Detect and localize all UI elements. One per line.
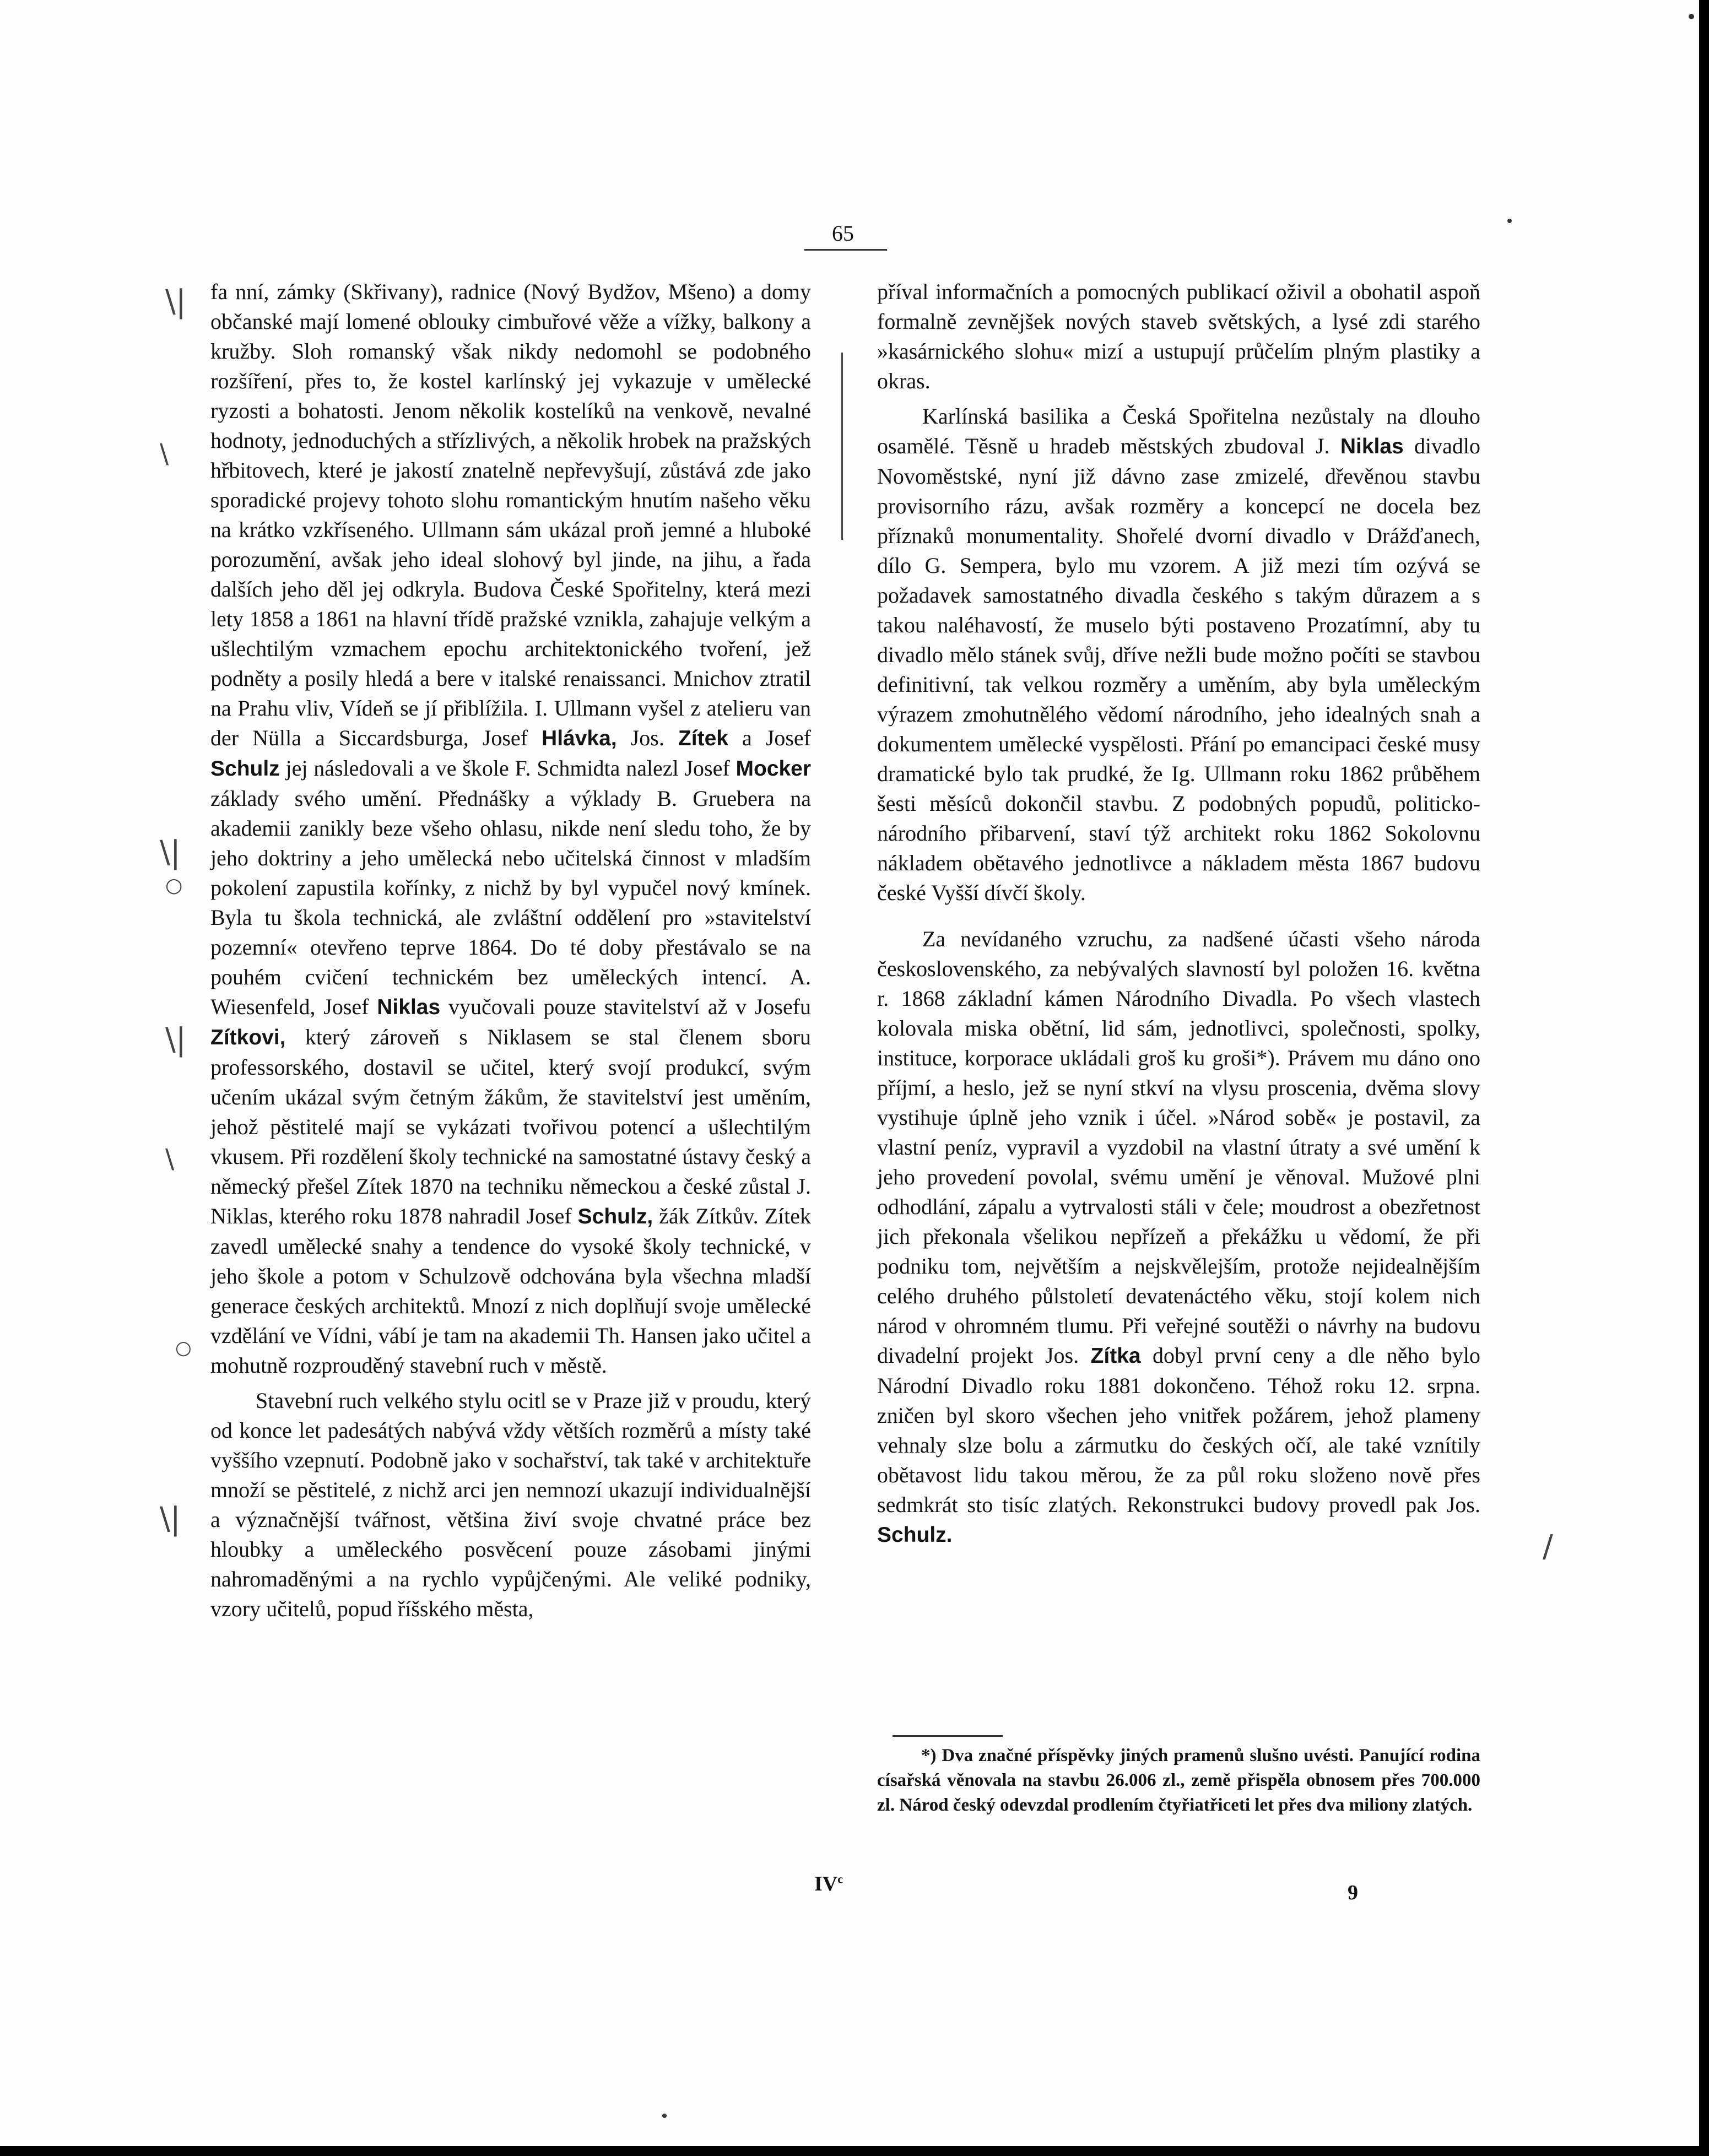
signature-mark (814, 1872, 843, 1896)
name-mocker: Mocker (735, 757, 812, 781)
pencil-tick-icon: \ (165, 1144, 175, 1174)
name-zitek: Zítek (678, 727, 728, 750)
scan-speck (662, 2114, 667, 2118)
signature-base: IV (814, 1872, 838, 1895)
name-zitkovi: Zítkovi, (210, 1026, 286, 1049)
name-hlavka: Hlávka, (542, 727, 617, 750)
name-schulz-2: Schulz, (577, 1205, 653, 1228)
pencil-check-icon: \| (160, 1501, 181, 1537)
page-number: 65 (832, 221, 854, 246)
name-schulz-right: Schulz. (877, 1523, 953, 1547)
text-run: který zároveň s Niklasem se stal členem sboru professorského, dostavil se učitel, který svojí produkcí, svým učením ukázal svým četným žákům, že stavitelství jest uměním, jehož pěstitelé mají se vykázati tvořivou potencí a ušlechtilým vkusem. Při rozdělení školy technické na samostatné ústavy český a německý přešel Zítek 1870 na techniku německou a české zůstal J. Niklas, kterého roku 1878 nahradil Josef (210, 1025, 811, 1228)
page-number-rule (804, 249, 887, 251)
right-paragraph-1: příval informačních a pomocných publikací oživil a obohatil aspoň formalně zevnějšek nových staveb světských, a lysé zdi starého »kasárnického slohu« mizí a ustupují průčelím plným plastiky a okras. (877, 279, 1480, 393)
column-margin-line (841, 353, 843, 540)
text-run: Jos. (630, 725, 664, 750)
text-run: vyučovali pouze stavitelství až v Josefu (448, 994, 812, 1019)
text-run: jej následovali a ve škole F. Schmidta nalezl Josef (285, 756, 730, 781)
right-paragraph-2 (877, 402, 1480, 908)
sheet-number: 9 (1348, 1881, 1358, 1904)
pencil-check-icon: \| (165, 284, 186, 319)
right-column (877, 277, 1480, 1550)
name-niklas-right: Niklas (1340, 435, 1404, 458)
pencil-slash-icon: ∕ (1543, 1529, 1553, 1564)
text-run: základy svého umění. Přednášky a výklady B. Gruebera na akademii zanikly beze všeho ohlasu, nikde není sledu toho, že by jeho doktriny a jeho umělecká nebo učitelská činnost v mladším pokolení zapustila kořínky, z nichž by byl vypučel nový kmínek. Byla tu škola technická, ale zvláštní oddělení pro »stavitelství pozemní« otevřeno teprve 1864. Do té doby přestávalo se na pouhém cvičení technickém bez uměleckých intencí. A. Wiesenfeld, Josef (210, 786, 811, 1019)
text-run: Za nevídaného vzruchu, za nadšené účasti všeho národa československého, za nebývalých slavností byl položen 16. května r. 1868 základní kámen Národního Divadla. Po všech vlastech kolovala miska obětní, lid sám, jednotlivci, společnosti, spolky, instituce, korporace ukládali groš ku groši*). Právem mu dáno ono příjmí, a heslo, jež se nyní stkví na vlysu proscenia, dvěma slovy vystihuje úplně jeho vznik i účel. »Národ sobě« je postavil, za vlastní peníz, vypravil a vyzdobil na vlastní útraty a své umění k jeho provedení povolal, svému umění je věnoval. Mužové plni odhodlání, zápalu a vytrvalosti stáli v čele; moudrost a obezřetnost jich překonala všelikou nepřízeň a překážku u vědomí, že při podniku tom, největším a nejskvělejším, protože nejidealnějším celého druhého půlstoletí devatenáctého věku, stojí kolem nich národ v ohromném tlumu. Při veřejné soutěži o návrhy na budovu divadelní projekt Jos. (877, 927, 1480, 1368)
scan-speck (1507, 219, 1512, 223)
signature-sup: c (837, 1872, 843, 1886)
footnote-rule (893, 1735, 1003, 1737)
pencil-circle-icon: ○ (175, 1337, 192, 1359)
name-zitka: Zítka (1090, 1344, 1141, 1368)
text-run: a Josef (742, 725, 812, 750)
scan-speck (1689, 14, 1694, 19)
footnote: *) Dva značné příspěvky jiných pramenů slušno uvésti. Panující rodina císařská věnovala na stavbu 26.006 zl., země přispěla obnosem přes 700.000 zl. Národ český odevzdal prodlením čtyřiatřiceti let přes dva miliony zlatých. (877, 1746, 1480, 1815)
pencil-tick-icon: \ (160, 438, 169, 469)
text-run: fa nní, zámky (Skřivany), radnice (Nový Bydžov, Mšeno) a domy občanské mají lomené oblouky cimbuřové věže a vížky, balkony a kružby. Sloh romanský však nikdy nedomohl se podobného rozšíření, přes to, že kostel karlínský jej vykazuje v umělecké ryzosti a bohatosti. Jenom několik kostelíků na venkově, nevalné hodnoty, jednoduchých a střízlivých, a několik hrobek na pražských hřbitovech, které je jakostí znatelně nepřevyšují, zůstává zde jako sporadické projevy tohoto slohu romantickým hnutím našeho věku na krátko vzkříseného. Ullmann sám ukázal proň jemné a hluboké porozumění, avšak jeho ideal slohový byl jinde, na jihu, a řada dalších jeho děl jej odkryla. Budova České Spořitelny, která mezi lety 1858 a 1861 na hlavní třídě pražské vznikla, zahajuje velkým a ušlechtilým vzmachem epochu architektonického tvoření, jež podněty a posily hledá a bere v italské renaissanci. Mnichov ztratil na Prahu vliv, Vídeň se jí přiblížila. I. Ullmann vyšel z atelieru van der Nülla a Siccardsburga, Josef (210, 279, 811, 750)
pencil-check-icon: \| (160, 835, 181, 870)
text-run: žák Zítkův. Zítek zavedl umělecké snahy a tendence do vysoké školy technické, v jeho škole a potom v Schulzově odchována byla všechna mladší generace českých architektů. Mnozí z nich doplňují svoje umělecké vzdělání ve Vídni, vábí je tam na akademii Th. Hansen jako učitel a mohutně rozprouděný stavební ruch v městě. (210, 1204, 812, 1378)
left-paragraph-2: Stavební ruch velkého stylu ocitl se v Praze již v proudu, který od konce let padesátých nabývá vždy větších rozměrů a místy také vyššího vzepnutí. Podobně jako v sochařství, tak také v architektuře množí se pěstitelé, z nichž arci jen nemnozí ukazují individualnější a význačnější tvářnost, většina živí svoje chvatné práce bez hloubky a uměleckého posvěcení pouze zásobami jinými nahromaděnými a na rychlo vypůjčenými. Ale veliké podniky, vzory učitelů, popud říšského města, (210, 1388, 811, 1621)
name-niklas: Niklas (377, 995, 441, 1019)
pencil-circle-icon: ○ (165, 874, 183, 897)
left-paragraph-1 (210, 277, 811, 1380)
text-run: dobyl první ceny a dle něho bylo Národní Divadlo roku 1881 dokončeno. Téhož roku 12. srpna. zničen byl skoro všechen jeho vnitřek požárem, jehož plameny vehnaly slze bolu a zármutku do českých očí, ale také vznítily obětavost lidu takou měrou, že za půl roku složeno nově přes sedmkrát sto tisíc zlatých. Rekonstrukci budovy provedl pak Jos. (877, 1343, 1481, 1517)
name-schulz: Schulz (210, 757, 280, 781)
left-column (210, 277, 811, 1624)
text-run: divadlo Novoměstské, nyní již dávno zase zmizelé, dřevěnou stavbu provisorního rázu, avšak rozměry a koncepcí ne docela bez příznaků monumentality. Shořelé dvorní divadlo v Drážďanech, dílo G. Sempera, bylo mu vzorem. A již mezi tím ozývá se požadavek samostatného divadla českého s takým důrazem a s takou naléhavostí, že muselo býti postaveno Prozatímní, aby tu divadlo mělo stánek svůj, dříve nežli bude možno počíti se stavbou definitivní, tak velkou rozměry a uměním, aby byla uměleckým výrazem zmohutnělého vědomí národního, jeho idealných snah a dokumentem umělecké vyspělosti. Přání po emancipaci české musy dramatické bylo tak prudké, že Ig. Ullmann roku 1862 průběhem šesti měsíců dokončil stavbu. Z podobných popudů, politicko-národního přibarvení, staví týž architekt roku 1862 Sokolovnu nákladem obětavého jednotlivce a nákladem města 1867 budovu české Vyšší dívčí školy. (877, 434, 1480, 905)
right-paragraph-3 (877, 924, 1480, 1550)
pencil-check-icon: \| (165, 1022, 186, 1058)
text-run: Karlínská basilika a Česká Spořitelna nezůstaly na dlouho osamělé. Těsně u hradeb městských zbudoval J. (877, 404, 1480, 458)
